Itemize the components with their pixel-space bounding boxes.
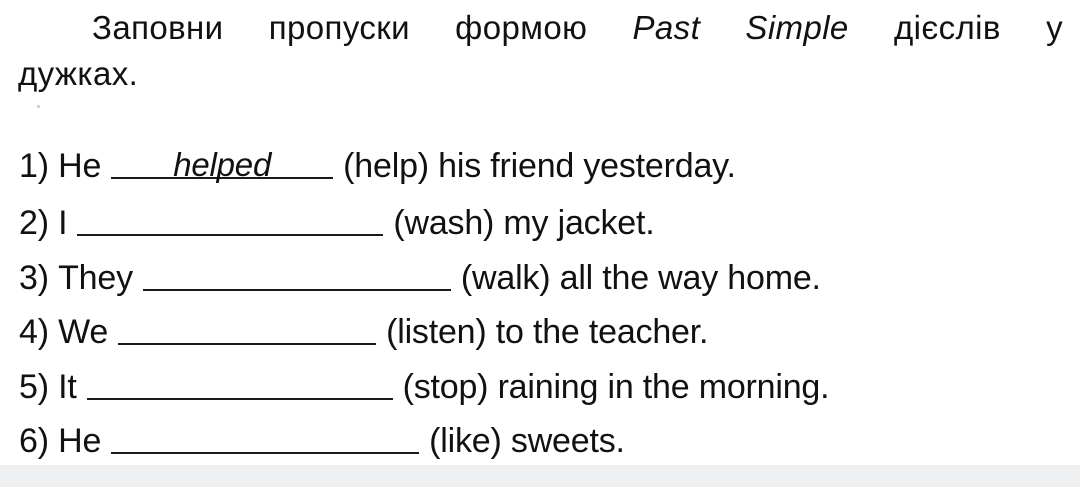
answer-blank[interactable] [77,200,383,236]
answer-blank[interactable] [143,255,451,291]
item-sentence-rest: raining in the morning. [497,368,830,406]
item-number: 4) [19,313,49,351]
answer-blank[interactable] [87,364,393,400]
item-subject: It [58,368,77,406]
instruction-text-start: Заповни пропуски формою [92,9,588,46]
item-number: 2) [19,204,49,242]
item-subject: We [58,313,109,351]
bottom-strip [0,465,1080,487]
item-subject: They [58,259,133,297]
exercise-item-2 [19,201,654,245]
item-verb-hint: (stop) [402,368,489,406]
item-sentence-rest: my jacket. [503,204,655,242]
item-sentence-rest: his friend yesterday. [438,147,736,185]
item-subject: He [58,147,102,185]
item-sentence-rest: sweets. [510,422,625,460]
item-number: 5) [19,368,49,406]
instruction-text-line2: дужках. [18,55,139,92]
answer-blank[interactable] [111,143,333,183]
item-subject: He [58,422,102,460]
exercise-item-1 [19,144,736,188]
instruction-text-end: дієслів у [893,9,1063,46]
item-number: 1) [19,147,49,185]
item-number: 6) [19,422,49,460]
item-number: 3) [19,259,49,297]
item-verb-hint: (walk) [460,259,551,297]
answer-blank[interactable] [111,418,419,454]
instruction-tense-name: Past Simple [632,9,849,46]
instruction-heading [18,2,1063,54]
exercise-item-5 [19,365,829,409]
item-verb-hint: (listen) [386,313,487,351]
answer-blank[interactable] [118,309,376,345]
exercise-item-6 [19,419,625,463]
item-verb-hint: (like) [429,422,502,460]
item-subject: I [58,204,68,242]
exercise-item-3 [19,256,821,300]
exercise-item-4 [19,310,708,354]
scan-speck [37,105,40,108]
item-sentence-rest: all the way home. [559,259,821,297]
item-verb-hint: (wash) [393,204,495,242]
item-verb-hint: (help) [343,147,429,185]
item-sentence-rest: to the teacher. [495,313,709,351]
answer-text: helped [173,146,272,183]
